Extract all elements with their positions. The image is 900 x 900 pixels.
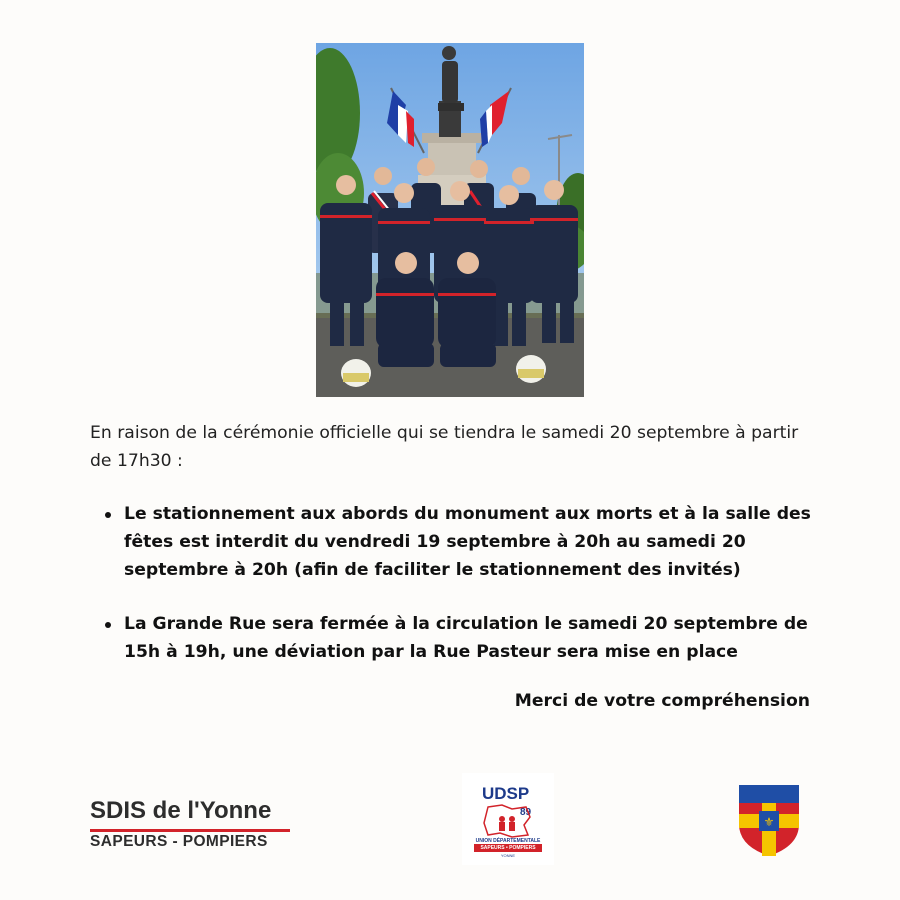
yonne-map-icon: [482, 803, 534, 839]
list-item-parking: Le stationnement aux abords du monument aux morts et à la salle des fêtes est interdit du vendredi 19 septembre à 20h au samedi 20 septembre à 20h (afin de faciliter le stationnement des invités): [90, 500, 812, 584]
sdis-logo-title: SDIS de l'Yonne: [90, 797, 272, 824]
sdis-logo-rule: [90, 829, 290, 832]
udsp-logo: [462, 773, 554, 865]
svg-text:⚜: ⚜: [763, 815, 775, 829]
udsp-logo-line1: UNION DÉPARTEMENTALE: [475, 838, 541, 844]
udsp-logo-title: UDSP: [482, 784, 530, 803]
udsp-logo-number: 89: [520, 807, 532, 818]
sdis-logo-subtitle: SAPEURS - POMPIERS: [90, 833, 268, 850]
sdis-logo: [90, 793, 295, 853]
photo-illustration: [316, 43, 584, 397]
town-crest-icon: [738, 784, 800, 857]
list-item-road-closure: La Grande Rue sera fermée à la circulation le samedi 20 septembre de 15h à 19h, une déviation par la Rue Pasteur sera mise en place: [90, 610, 812, 666]
ceremony-photo: [316, 43, 584, 397]
udsp-logo-line3: YONNE: [500, 853, 516, 858]
closing-text: Merci de votre compréhension: [514, 691, 810, 711]
restrictions-list: [90, 500, 812, 692]
udsp-logo-line2: SAPEURS • POMPIERS: [474, 844, 542, 852]
intro-text: En raison de la cérémonie officielle qui se tiendra le samedi 20 septembre à partir de 17h30 :: [90, 423, 799, 471]
